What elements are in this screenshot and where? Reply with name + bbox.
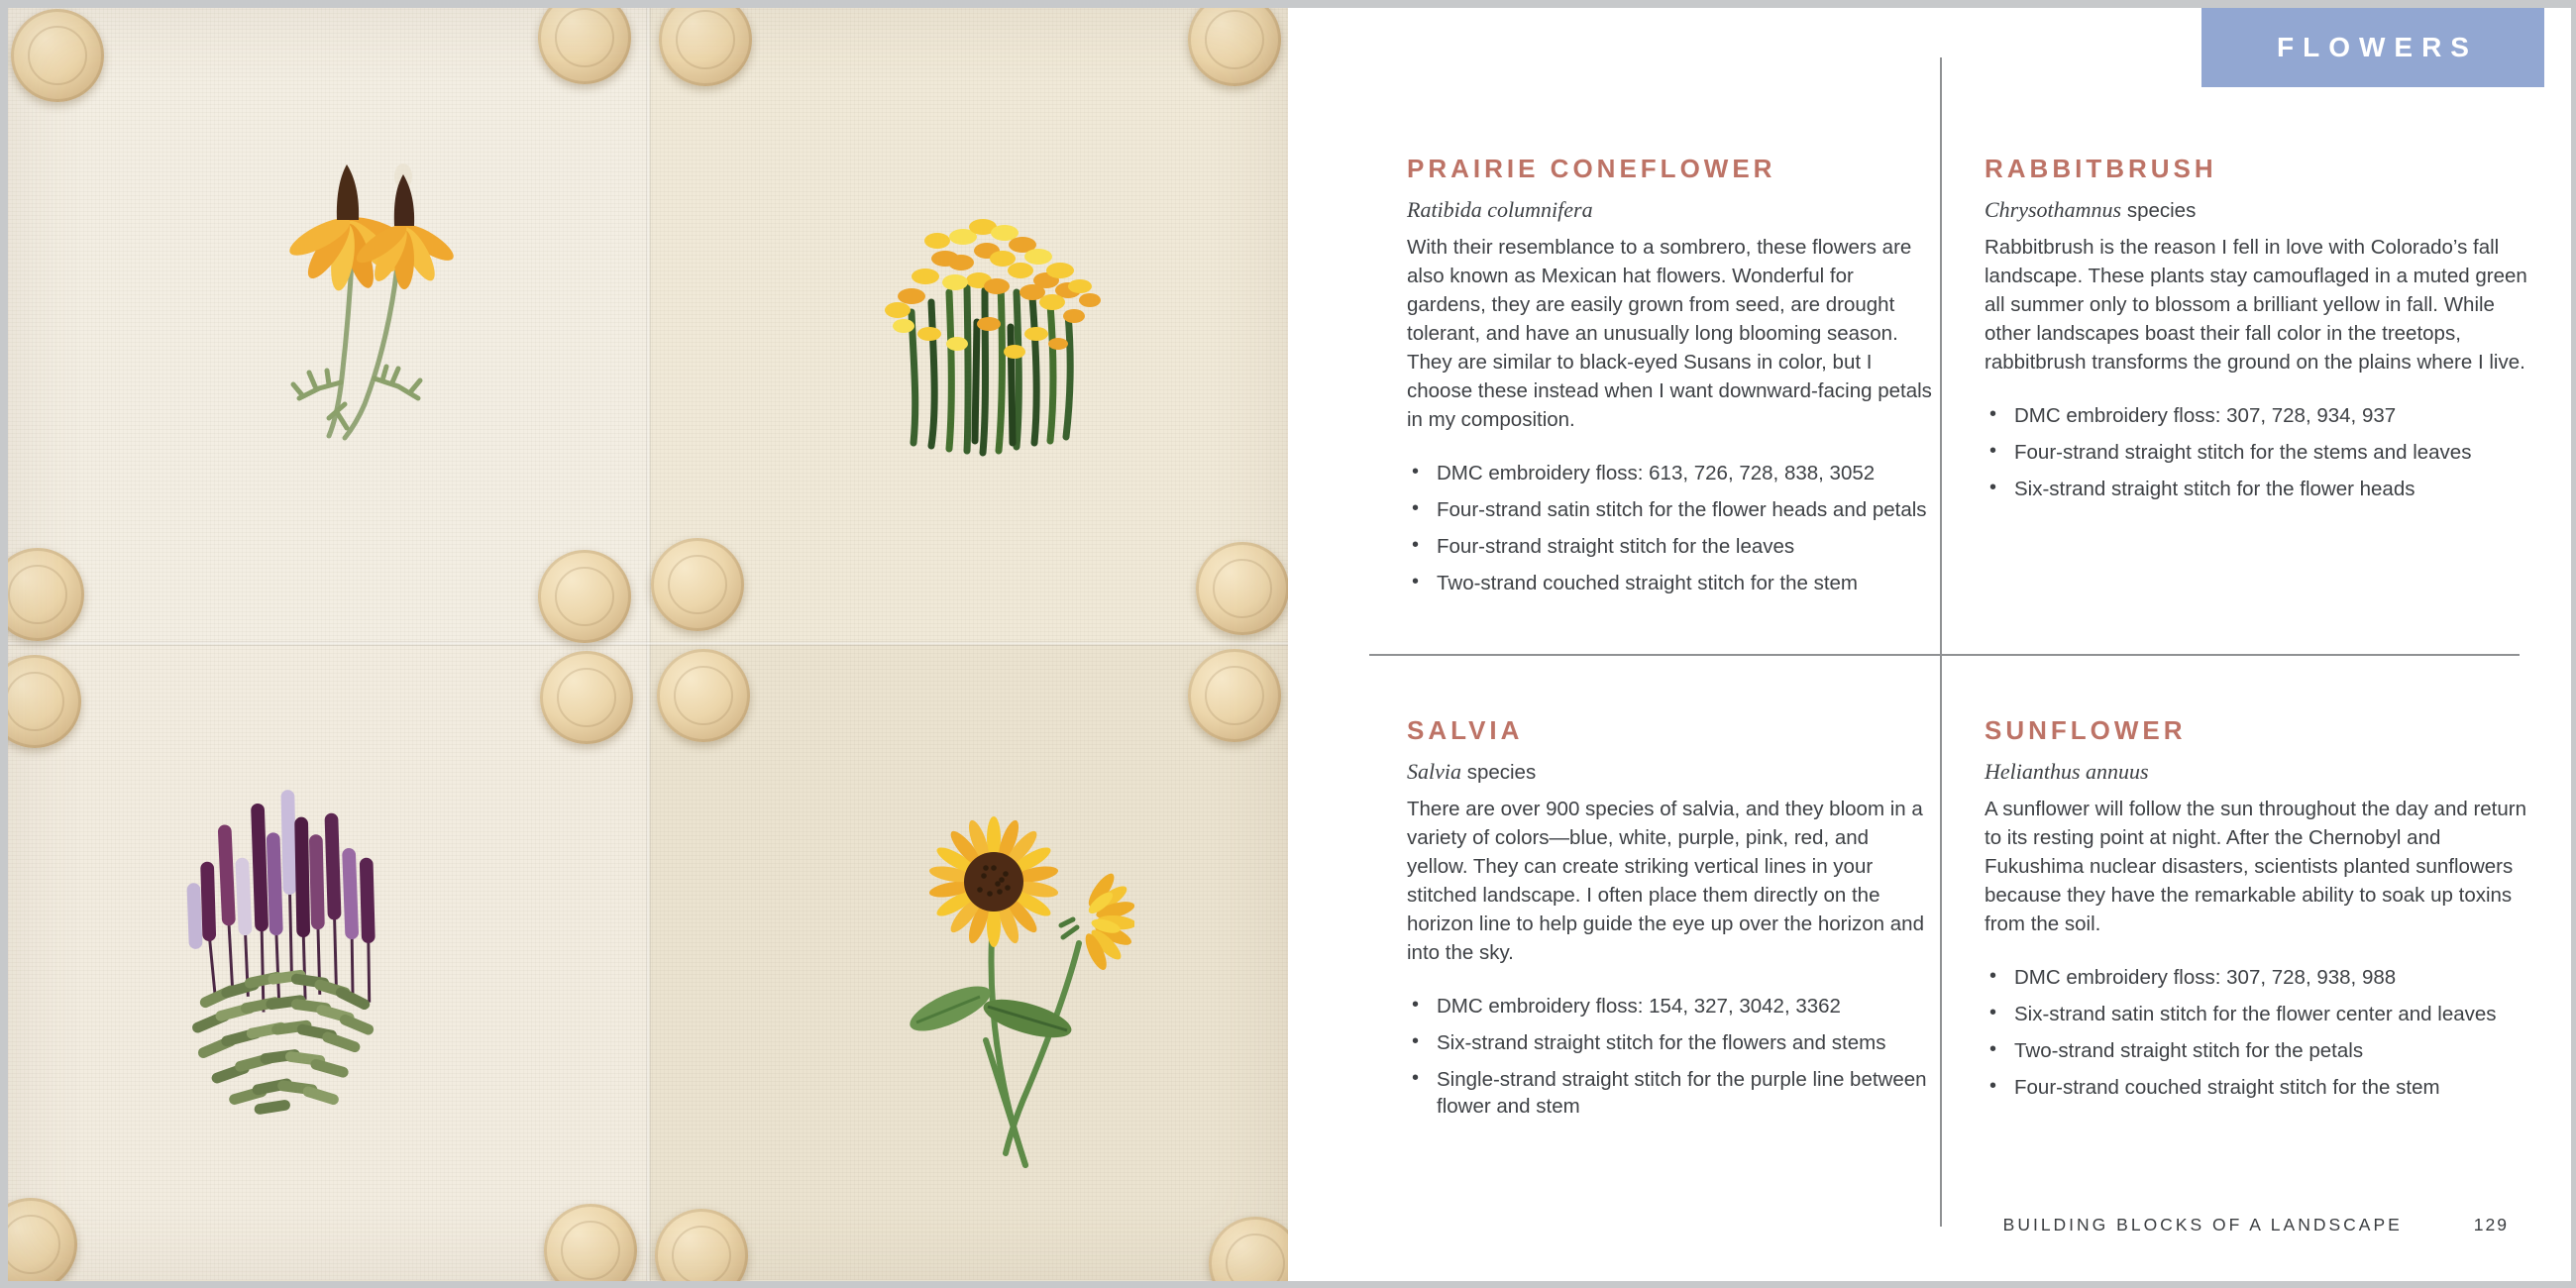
stitch-list <box>1407 460 1934 596</box>
species-name: Ratibida columnifera <box>1407 197 1593 222</box>
entry-prairie-coneflower <box>1407 154 1934 606</box>
column-divider <box>1940 57 1942 1227</box>
row-divider <box>1369 654 2520 656</box>
sunflower-embroidery <box>877 793 1134 1184</box>
species-name: Chrysothamnus species <box>1985 197 2197 222</box>
entry-title: PRAIRIE CONEFLOWER <box>1407 154 1776 183</box>
wooden-pin <box>1188 649 1281 742</box>
stitch-item: • Six-strand straight stitch for the flowers and stems <box>1407 1029 1934 1056</box>
entry-title: SALVIA <box>1407 715 1524 745</box>
entry-description: With their resemblance to a sombrero, these flowers are also known as Mexican hat flowers. Wonderful for gardens, they are easily grown from seed, are drought tolerant, and have an unusually long blooming season. They are similar to black-eyed Susans in color, but I choose these instead when I want downward-facing petals in my composition. <box>1407 236 1932 431</box>
entry-description: Rabbitbrush is the reason I fell in love with Colorado’s fall landscape. These plants stay camouflaged in a muted green all summer only to blossom a brilliant yellow in fall. While other landscapes boast their fall color in the treetops, rabbitbrush transforms the ground on the plains where I live. <box>1985 236 2527 374</box>
stitch-item: • Four-strand straight stitch for the leaves <box>1407 533 1934 560</box>
rabbitbrush-embroidery <box>842 193 1139 461</box>
page-number: 129 <box>2473 1215 2509 1234</box>
species-name: Salvia species <box>1407 759 1537 784</box>
entry-description: There are over 900 species of salvia, and they bloom in a variety of colors—blue, white, purple, pink, red, and yellow. They can create striking vertical lines in your stitched landscape. I often place them directly on the horizon line to help guide the eye up over the horizon and into the sky. <box>1407 798 1924 964</box>
embroidery-photo <box>8 8 1288 1281</box>
stitch-item: • Four-strand straight stitch for the stems and leaves <box>1985 439 2535 466</box>
stitch-list <box>1407 993 1934 1120</box>
book-spread <box>8 8 2571 1281</box>
stitch-item: • DMC embroidery floss: 307, 728, 934, 937 <box>1985 402 2535 429</box>
stitch-item: • DMC embroidery floss: 154, 327, 3042, 3362 <box>1407 993 1934 1020</box>
wooden-pin <box>651 538 744 631</box>
wooden-pin <box>657 649 750 742</box>
stitch-item: • Single-strand straight stitch for the purple line between flower and stem <box>1407 1066 1934 1120</box>
entry-sunflower <box>1985 715 2535 1111</box>
stitch-item: • DMC embroidery floss: 307, 728, 938, 988 <box>1985 964 2535 991</box>
stitch-list <box>1985 402 2535 502</box>
stitch-item: • Two-strand straight stitch for the petals <box>1985 1037 2535 1064</box>
entry-title: RABBITBRUSH <box>1985 154 2217 183</box>
wooden-pin <box>11 9 104 102</box>
prairie-coneflower-embroidery <box>238 139 485 446</box>
entry-description: A sunflower will follow the sun throughout the day and return to its resting point at night. After the Chernobyl and Fukushima nuclear disasters, scientists planted sunflowers because they have the remarkable ability to soak up toxins from the soil. <box>1985 798 2526 935</box>
stitch-item: • Six-strand satin stitch for the flower center and leaves <box>1985 1001 2535 1027</box>
wooden-pin <box>540 651 633 744</box>
page-footer <box>2003 1215 2509 1235</box>
fabric-seam-horizontal <box>8 641 1288 646</box>
salvia-embroidery <box>170 768 403 1115</box>
entry-rabbitbrush <box>1985 154 2535 512</box>
running-footer-text: BUILDING BLOCKS OF A LANDSCAPE <box>2002 1215 2403 1234</box>
stitch-item: • Two-strand couched straight stitch for the stem <box>1407 570 1934 596</box>
entry-salvia <box>1407 715 1934 1129</box>
wooden-pin <box>538 550 631 643</box>
stitch-list <box>1985 964 2535 1101</box>
wooden-pin <box>1196 542 1288 635</box>
book-page <box>1288 8 2571 1281</box>
species-name: Helianthus annuus <box>1985 759 2149 784</box>
stitch-item: • Four-strand couched straight stitch for the stem <box>1985 1074 2535 1101</box>
stitch-item: • Six-strand straight stitch for the flower heads <box>1985 476 2535 502</box>
stitch-item: • Four-strand satin stitch for the flower heads and petals <box>1407 496 1934 523</box>
entry-title: SUNFLOWER <box>1985 715 2187 745</box>
chapter-tab-label: FLOWERS <box>2277 32 2478 62</box>
stitch-item: • DMC embroidery floss: 613, 726, 728, 838, 3052 <box>1407 460 1934 486</box>
chapter-tab <box>2201 8 2544 87</box>
